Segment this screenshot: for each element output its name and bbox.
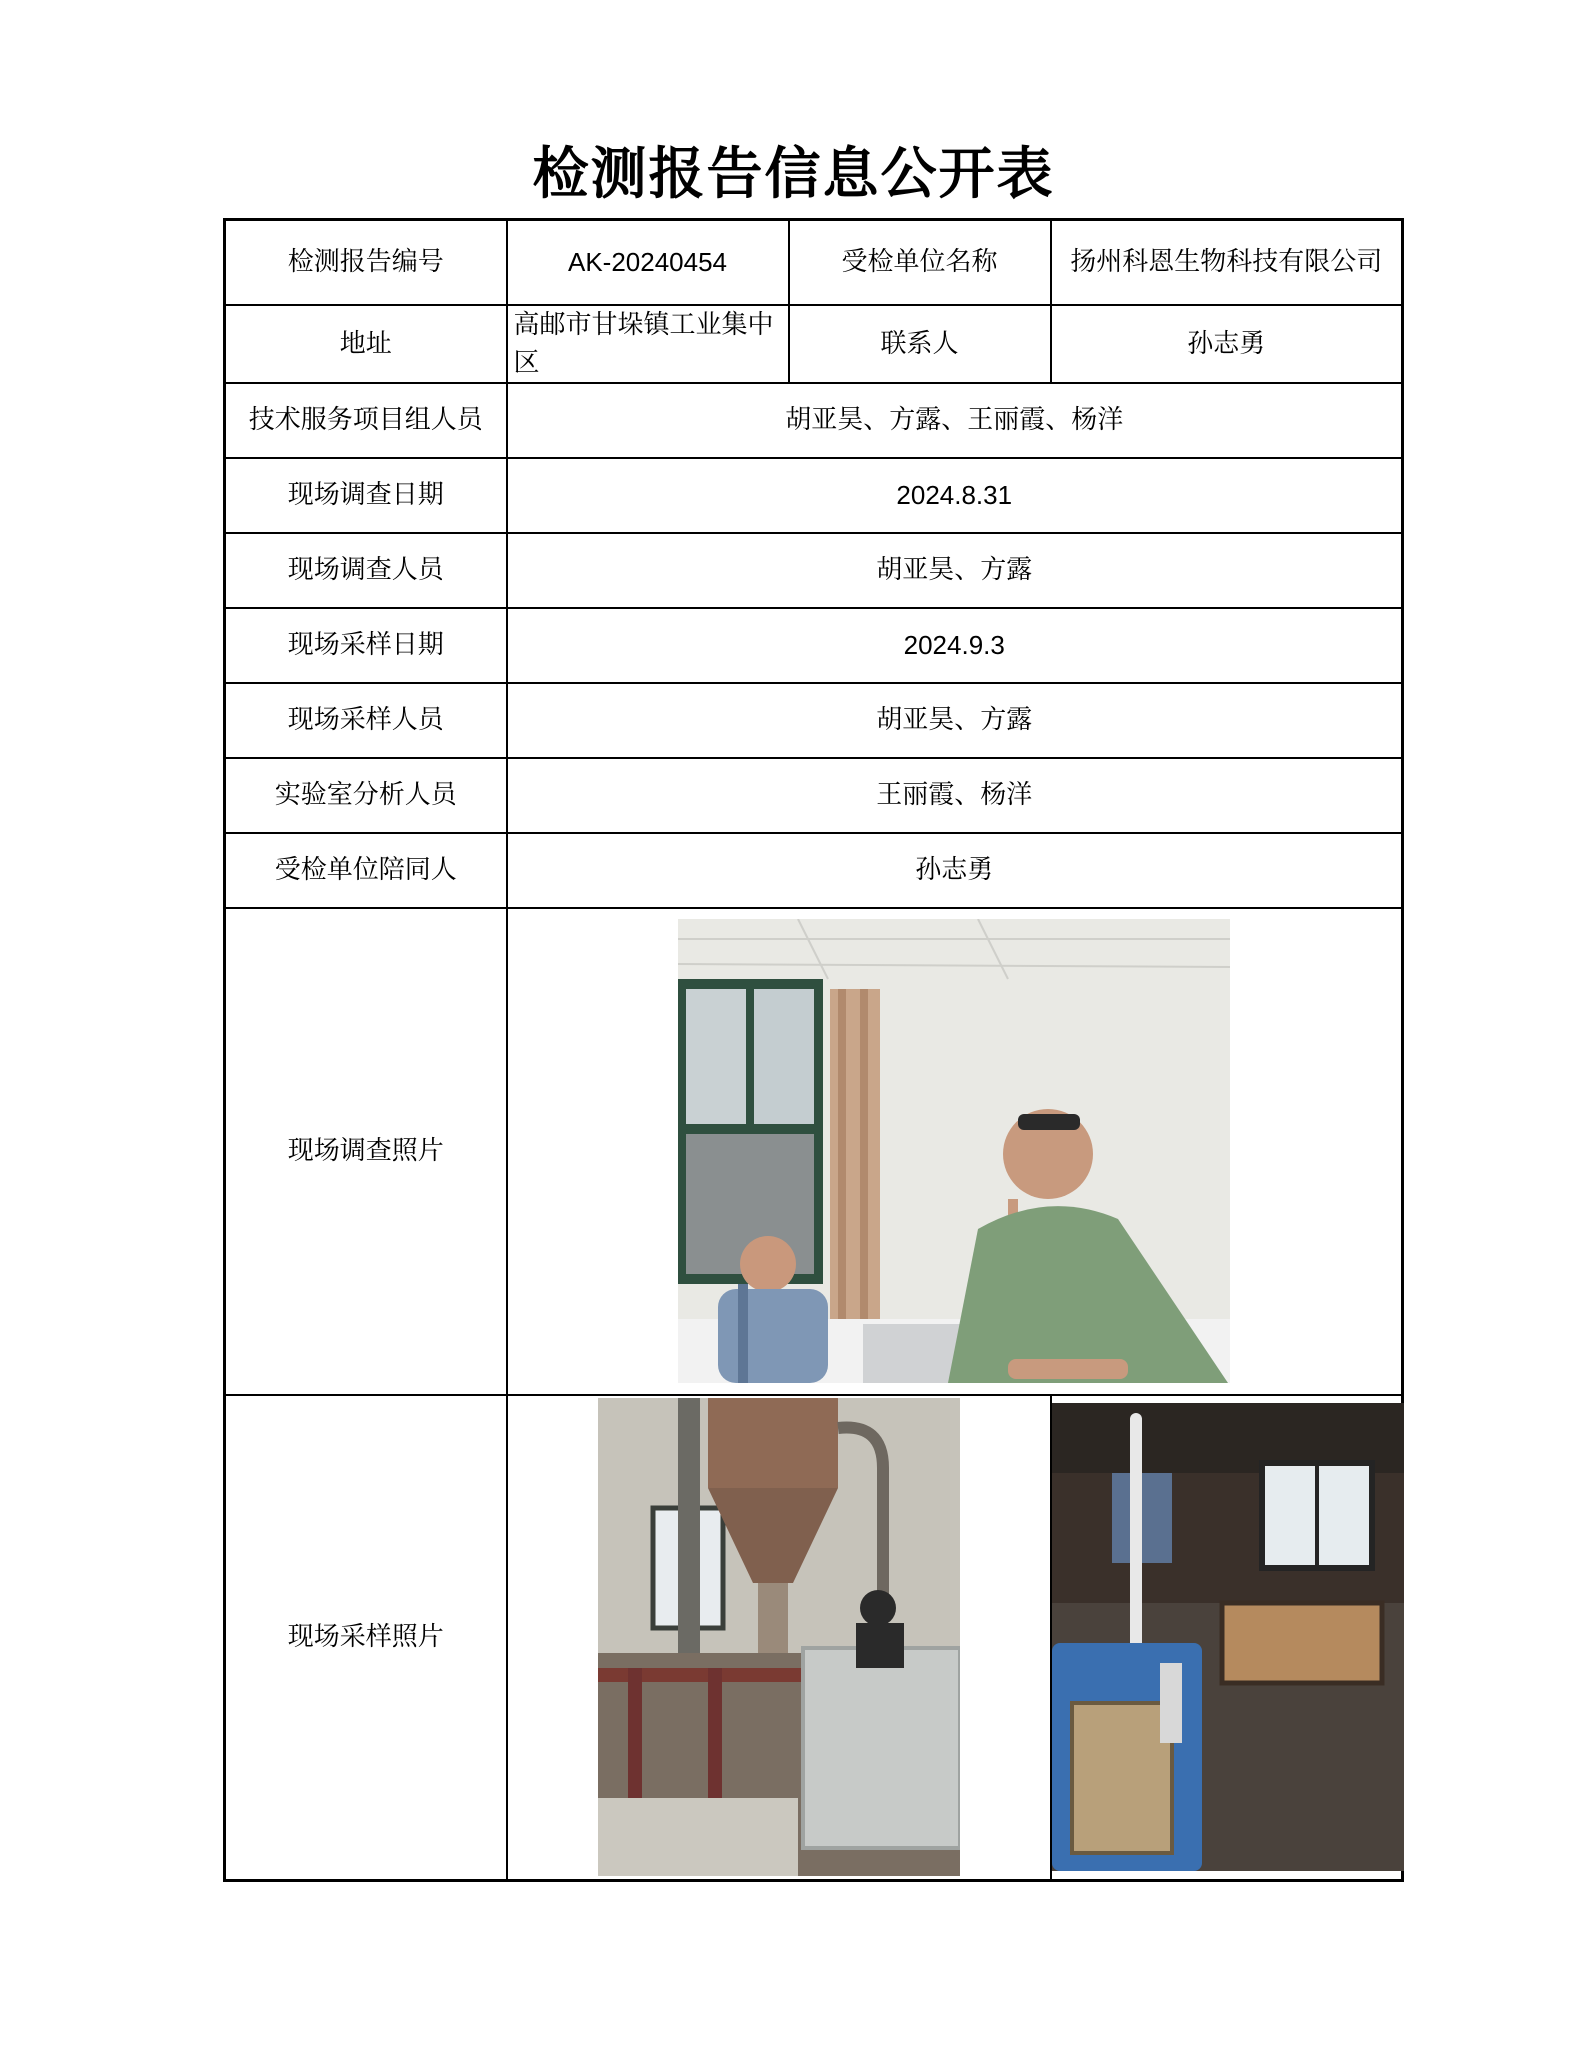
survey-photo-cell — [507, 908, 1403, 1395]
table-row — [225, 458, 1403, 533]
table-row — [225, 305, 1403, 383]
table-row — [225, 1395, 1403, 1881]
sampling-date-value: 2024.9.3 — [507, 608, 1403, 683]
table-row — [225, 533, 1403, 608]
table-row — [225, 833, 1403, 908]
table-row — [225, 758, 1403, 833]
sampling-photo-2 — [1052, 1403, 1404, 1871]
table-row — [225, 220, 1403, 305]
client-value: 扬州科恩生物科技有限公司 — [1051, 220, 1403, 305]
survey-date-value: 2024.8.31 — [507, 458, 1403, 533]
lab-staff-value: 王丽霞、杨洋 — [507, 758, 1403, 833]
report-no-label: 检测报告编号 — [225, 220, 507, 305]
survey-photo-label: 现场调查照片 — [225, 908, 507, 1395]
table-row — [225, 608, 1403, 683]
survey-staff-value: 胡亚昊、方露 — [507, 533, 1403, 608]
address-value: 高邮市甘垛镇工业集中区 — [507, 305, 789, 383]
escort-label: 受检单位陪同人 — [225, 833, 507, 908]
sampling-photo-cell-2 — [1051, 1395, 1403, 1881]
survey-date-label: 现场调查日期 — [225, 458, 507, 533]
client-label: 受检单位名称 — [789, 220, 1051, 305]
team-value: 胡亚昊、方露、王丽霞、杨洋 — [507, 383, 1403, 458]
sampling-photo-1 — [598, 1398, 960, 1876]
contact-label: 联系人 — [789, 305, 1051, 383]
contact-value: 孙志勇 — [1051, 305, 1403, 383]
survey-photo — [678, 919, 1230, 1383]
report-table — [223, 218, 1404, 1882]
sampling-photo-label: 现场采样照片 — [225, 1395, 507, 1881]
sampling-staff-value: 胡亚昊、方露 — [507, 683, 1403, 758]
sampling-photo-cell-1 — [507, 1395, 1051, 1881]
address-label: 地址 — [225, 305, 507, 383]
escort-value: 孙志勇 — [507, 833, 1403, 908]
team-label: 技术服务项目组人员 — [225, 383, 507, 458]
lab-staff-label: 实验室分析人员 — [225, 758, 507, 833]
survey-staff-label: 现场调查人员 — [225, 533, 507, 608]
page-title: 检测报告信息公开表 — [532, 141, 1055, 207]
sampling-date-label: 现场采样日期 — [225, 608, 507, 683]
sampling-staff-label: 现场采样人员 — [225, 683, 507, 758]
report-no-value: AK-20240454 — [507, 220, 789, 305]
table-row — [225, 908, 1403, 1395]
table-row — [225, 683, 1403, 758]
table-row — [225, 383, 1403, 458]
